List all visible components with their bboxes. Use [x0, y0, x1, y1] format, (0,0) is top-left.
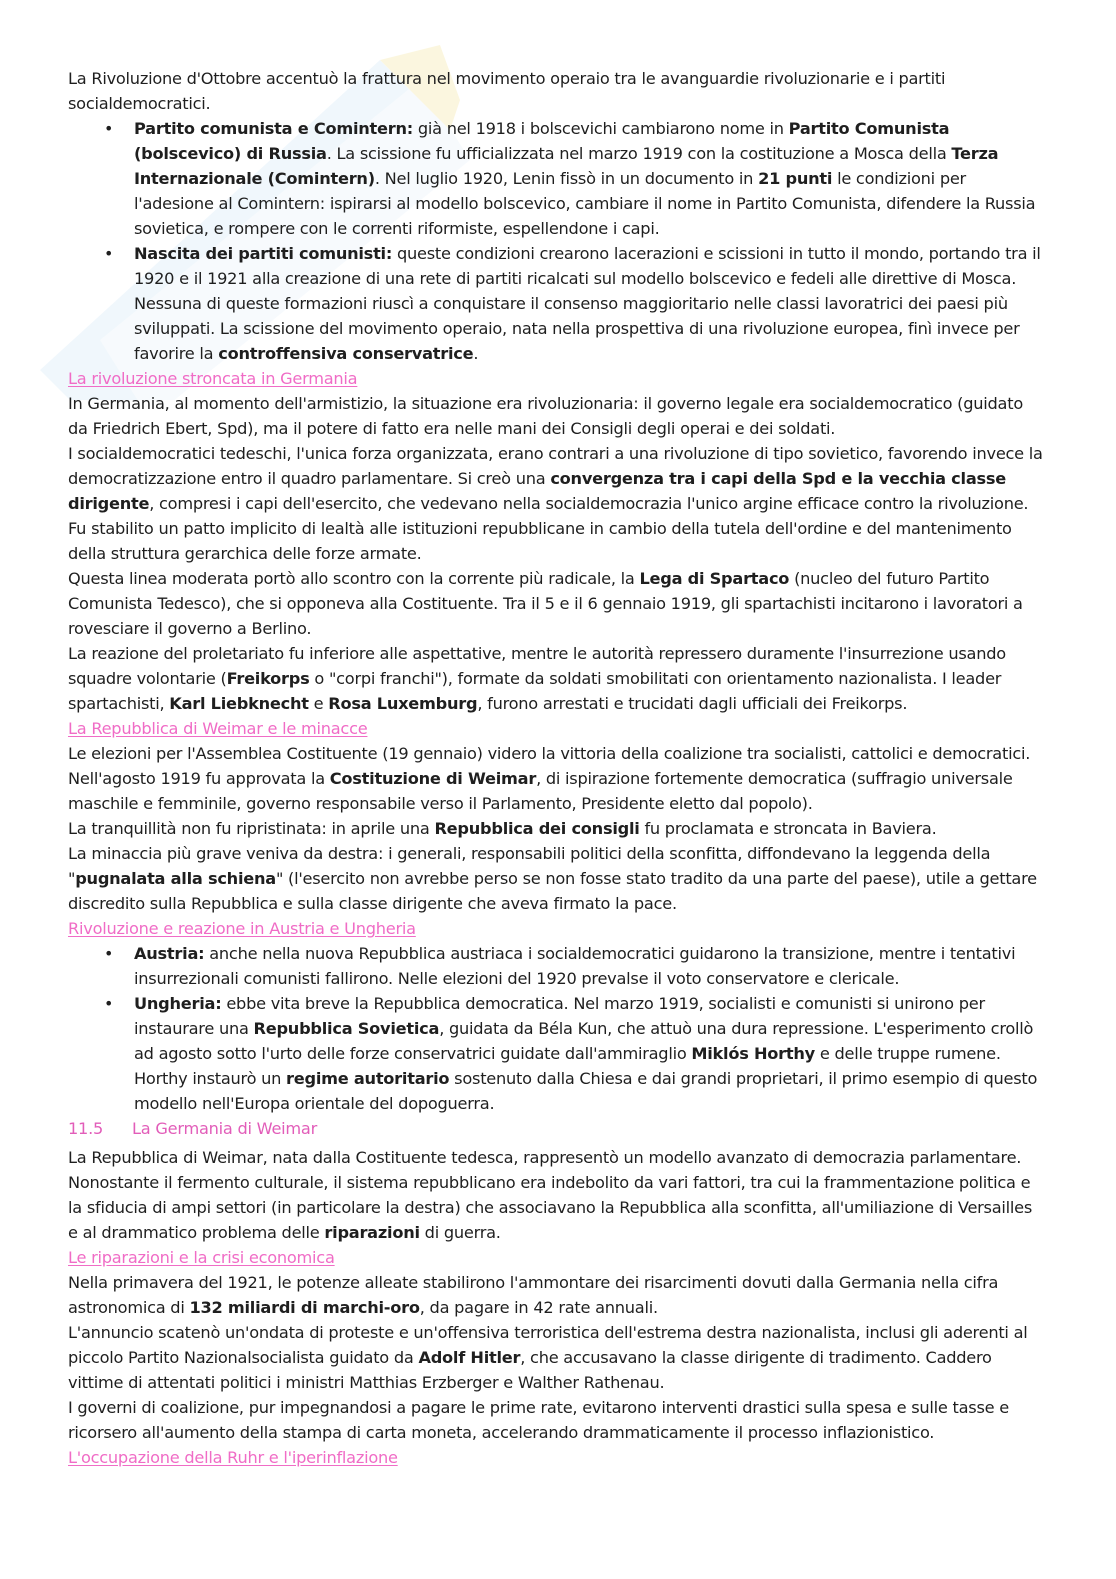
bold-text: riparazioni — [324, 1223, 420, 1242]
text-run: I socialdemocratici tedeschi, l'unica forza organizzata, erano contrari a una rivoluzione di tipo sovietico, favorendo invece la democratizzazione entro il quadro parlamentare. Si creò una — [68, 444, 1043, 488]
text-run: . — [473, 344, 479, 363]
bold-text: Partito Comunista (bolscevico) di Russia — [134, 119, 950, 163]
text-run: La minaccia più grave veniva da destra: i generali, responsabili politici della sconfitta, diffondevano la leggenda della " — [68, 844, 991, 888]
text-run: , compresi i capi dell'esercito, che vedevano nella socialdemocrazia l'unico argine efficace contro la rivoluzione. Fu stabilito un patto implicito di lealtà alle istituzioni repubblicane in cambio della tutela dell'ordine e del mantenimento della struttura gerarchica delle forze armate. — [68, 494, 1029, 563]
bold-text: controffensiva conservatrice — [218, 344, 474, 363]
section-number: 11.5 — [68, 1119, 104, 1138]
bold-text: regime autoritario — [286, 1069, 450, 1088]
heading-ruhr: L'occupazione della Ruhr e l'iperinflazione — [68, 1448, 398, 1467]
intro-paragraph: La Rivoluzione d'Ottobre accentuò la frattura nel movimento operaio tra le avanguardie rivoluzionarie e i partiti socialdemocratici. — [68, 69, 946, 113]
text-run: La reazione del proletariato fu inferiore alle aspettative, mentre le autorità repressero duramente l'insurrezione usando squadre volontarie ( — [68, 644, 1006, 688]
text-run: anche nella nuova Repubblica austriaca i socialdemocratici guidarono la transizione, mentre i tentativi insurrezionali comunisti fallirono. Nelle elezioni del 1920 prevalse il voto conservatore e clericale. — [134, 944, 1016, 988]
bullet-list-comintern — [68, 116, 1043, 366]
paragraph — [68, 1395, 1043, 1445]
list-item — [134, 116, 1043, 241]
document-page — [68, 66, 1043, 1470]
bold-text: pugnalata alla schiena — [75, 869, 276, 888]
text-run: Nella primavera del 1921, le potenze alleate stabilirono l'ammontare dei risarcimenti dovuti dalla Germania nella cifra astronomica di — [68, 1273, 999, 1317]
text-run: e — [308, 694, 329, 713]
text-run: , che accusavano la classe dirigente di tradimento. Caddero vittime di attentati politici i ministri Matthias Erzberger e Walther Rathenau. — [68, 1348, 992, 1392]
bold-text: convergenza tra i capi della Spd e la vecchia classe dirigente — [68, 469, 1006, 513]
list-item — [134, 241, 1043, 366]
bold-text: Repubblica Sovietica — [253, 1019, 440, 1038]
bold-text: Rosa Luxemburg — [328, 694, 478, 713]
heading-germania: La rivoluzione stroncata in Germania — [68, 369, 358, 388]
paragraph — [68, 641, 1043, 716]
paragraph — [68, 1270, 1043, 1320]
bold-text: Ungheria: — [134, 994, 222, 1013]
text-run: fu proclamata e stroncata in Baviera. — [639, 819, 937, 838]
list-item — [134, 941, 1043, 991]
bold-text: Partito comunista e Comintern: — [134, 119, 413, 138]
section-heading — [68, 1116, 1043, 1141]
paragraph — [68, 1145, 1043, 1245]
bold-text: Karl Liebknecht — [169, 694, 309, 713]
text-run: queste condizioni crearono lacerazioni e scissioni in tutto il mondo, portando tra il 1920 e il 1921 alla creazione di una rete di partiti ricalcati sul modello bolscevico e fedeli alle direttive di Mosca. Nessuna di queste formazioni riuscì a conquistare il consenso maggioritario nelle classi lavoratrici dei paesi più sviluppati. La scissione del movimento operaio, nata nella prospettiva di una rivoluzione europea, finì invece per favorire la — [134, 244, 1041, 363]
text-run: e delle truppe rumene. Horthy instaurò un — [134, 1044, 1001, 1088]
text-run: ebbe vita breve la Repubblica democratica. Nel marzo 1919, socialisti e comunisti si unirono per instaurare una — [134, 994, 985, 1038]
bold-text: Lega di Spartaco — [639, 569, 790, 588]
bold-text: 132 miliardi di marchi-oro — [189, 1298, 420, 1317]
bold-text: Freikorps — [226, 669, 310, 688]
text-run: Questa linea moderata portò allo scontro con la corrente più radicale, la — [68, 569, 640, 588]
paragraph — [68, 391, 1043, 441]
bold-text: Repubblica dei consigli — [434, 819, 640, 838]
paragraph — [68, 741, 1043, 816]
text-run: " (l'esercito non avrebbe perso se non fosse stato tradito da una parte del paese), utile a gettare discredito sulla Repubblica e sulla classe dirigente che aveva firmato la pace. — [68, 869, 1037, 913]
text-run: sostenuto dalla Chiesa e dai grandi proprietari, il primo esempio di questo modello nell'Europa orientale del dopoguerra. — [134, 1069, 1038, 1113]
bullet-list-austria-ungheria — [68, 941, 1043, 1116]
bold-text: Austria: — [134, 944, 205, 963]
text-run: La tranquillità non fu ripristinata: in aprile una — [68, 819, 435, 838]
text-run: Le elezioni per l'Assemblea Costituente (19 gennaio) videro la vittoria della coalizione tra socialisti, cattolici e democratici. Nell'agosto 1919 fu approvata la — [68, 744, 1031, 788]
paragraph — [68, 841, 1043, 916]
bold-text: Costituzione di Weimar — [329, 769, 537, 788]
text-run: , furono arrestati e trucidati dagli ufficiali dei Freikorps. — [477, 694, 908, 713]
paragraph — [68, 816, 1043, 841]
text-run: già nel 1918 i bolscevichi cambiarono nome in — [412, 119, 789, 138]
text-run: . La scissione fu ufficializzata nel marzo 1919 con la costituzione a Mosca della — [326, 144, 952, 163]
section-title: La Germania di Weimar — [132, 1119, 317, 1138]
text-run: . Nel luglio 1920, Lenin fissò in un documento in — [374, 169, 759, 188]
heading-weimar-minacce: La Repubblica di Weimar e le minacce — [68, 719, 368, 738]
text-run: In Germania, al momento dell'armistizio, la situazione era rivoluzionaria: il governo legale era socialdemocratico (guidato da Friedrich Ebert, Spd), ma il potere di fatto era nelle mani dei Consigli degli operai e dei soldati. — [68, 394, 1023, 438]
bold-text: 21 punti — [758, 169, 833, 188]
text-run: o "corpi franchi"), formate da soldati smobilitati con orientamento nazionalista. I leader spartachisti, — [68, 669, 1002, 713]
text-run: le condizioni per l'adesione al Comintern: ispirarsi al modello bolscevico, cambiare il nome in Partito Comunista, difendere la Russia sovietica, e rompere con le correnti riformiste, espellendone i capi. — [134, 169, 1036, 238]
text-run: I governi di coalizione, pur impegnandosi a pagare le prime rate, evitarono interventi drastici sulla spesa e sulle tasse e ricorsero all'aumento della stampa di carta moneta, accelerando drammaticamente il processo inflazionistico. — [68, 1398, 1009, 1442]
list-item — [134, 991, 1043, 1116]
bold-text: Adolf Hitler — [418, 1348, 521, 1367]
paragraph — [68, 566, 1043, 641]
bold-text: Terza Internazionale (Comintern) — [134, 144, 999, 188]
paragraph — [68, 441, 1043, 566]
paragraph — [68, 1320, 1043, 1395]
bold-text: Nascita dei partiti comunisti: — [134, 244, 393, 263]
text-run: , da pagare in 42 rate annuali. — [419, 1298, 658, 1317]
text-run: La Repubblica di Weimar, nata dalla Costituente tedesca, rappresentò un modello avanzato di democrazia parlamentare. Nonostante il fermento culturale, il sistema repubblicano era indebolito da vari fattori, tra cui la frammentazione politica e la sfiducia di ampi settori (in particolare la destra) che associavano la Repubblica alla sconfitta, all'umiliazione di Versailles e al drammatico problema delle — [68, 1148, 1033, 1242]
bold-text: Miklós Horthy — [691, 1044, 815, 1063]
text-run: , di ispirazione fortemente democratica (suffragio universale maschile e femminile, governo responsabile verso il Parlamento, Presidente eletto dal popolo). — [68, 769, 1013, 813]
heading-austria-ungheria: Rivoluzione e reazione in Austria e Ungheria — [68, 919, 416, 938]
text-run: (nucleo del futuro Partito Comunista Tedesco), che si opponeva alla Costituente. Tra il 5 e il 6 gennaio 1919, gli spartachisti incitarono i lavoratori a rovesciare il governo a Berlino. — [68, 569, 1023, 638]
text-run: di guerra. — [419, 1223, 501, 1242]
text-run: L'annuncio scatenò un'ondata di proteste e un'offensiva terroristica dell'estrema destra nazionalista, inclusi gli aderenti al piccolo Partito Nazionalsocialista guidato da — [68, 1323, 1028, 1367]
text-run: , guidata da Béla Kun, che attuò una dura repressione. L'esperimento crollò ad agosto sotto l'urto delle forze conservatrici guidate dall'ammiraglio — [134, 1019, 1034, 1063]
heading-riparazioni: Le riparazioni e la crisi economica — [68, 1248, 335, 1267]
